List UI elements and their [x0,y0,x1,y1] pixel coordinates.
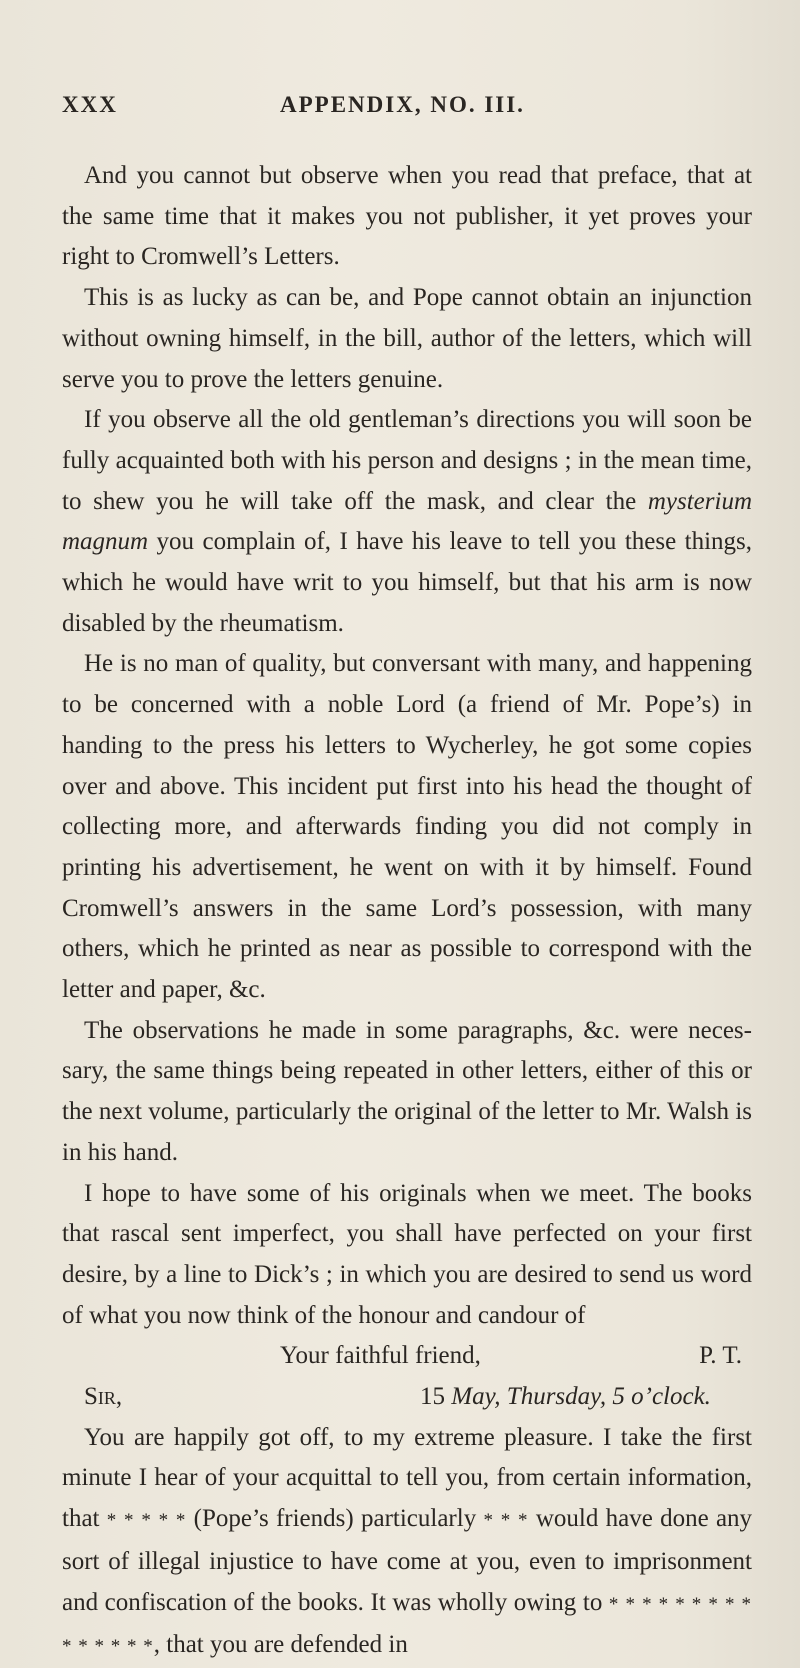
acquittal-text-c: would have done any sort of illegal injustice to have come at you, even to imprisonment and confiscation of the books. It was wholly owing to [62,1505,753,1616]
signature-closing: Your faithful friend, [280,1342,481,1370]
date-day: 15 [420,1383,445,1411]
paragraph-quality: He is no man of quality, but conversant with many, and happening to be concerned with a noble Lord (a friend of Mr. Pope’s) in handing to the press his letters to Wycherley, he got some copies over and above. This incident put first into his head the thought of collecting more, and afterwards finding you did not comply in printing his advertisement, he went on with it by himself. Found Cromwell’s answers in the same Lord’s possession, with many others, which he printed as near as possible to correspond with the letter and paper, &c. [62,650,752,1004]
acquittal-text-a: You are happily got off, to my extreme pleasure. I take the first minute I hear of your acquittal to tell you, from certain information, that [62,1423,752,1533]
paragraph-directions [62,400,752,644]
paragraph-originals: I hope to have some of his originals when we meet. The books that rascal sent imperfect, you shall have perfected on your first desire, by a line to Dick’s ; in which you are desired to send us word of what you now think of the honour and candour of [62,1179,752,1329]
paragraph-acquittal [62,1418,752,1668]
asterisks-1: * * * * * [106,1510,187,1532]
date-rest: May, Thursday, 5 o’clock. [451,1383,711,1411]
acquittal-text-b: (Pope’s friends) particularly [193,1505,477,1533]
salutation: Sir, [84,1383,123,1411]
paragraph-injunction: This is as lucky as can be, and Pope cannot obtain an injunction without owning himself, in the bill, author of the letters, which will serve you to prove the letters genuine. [62,284,752,393]
acquittal-text-d: , that you are defended in [153,1631,408,1659]
body-text [62,156,752,1668]
page-number: XXX [62,92,118,117]
letter-heading [62,1377,752,1418]
dateline [420,1377,711,1418]
running-head [62,92,752,128]
asterisks-2: * * * [483,1510,529,1532]
directions-text-b: you complain of, I have his leave to tell you these things, which he would have writ to you himself, but that his arm is now disabled by the rheumatism. [62,528,752,637]
directions-italic: mysterium magnum [62,487,753,556]
signature-initials: P. T. [699,1342,742,1370]
signature-line [62,1336,752,1377]
directions-text-a: If you observe all the old gentleman’s directions you will soon be fully acquainted both with his person and designs ; in the mean time, to shew you he will take off the mask, and clear the [62,406,752,515]
book-page [62,92,752,1668]
running-title: APPENDIX, NO. III. [280,92,525,117]
paragraph-preface: And you cannot but observe when you read that preface, that at the same time that it makes you not publisher, it yet proves your right to Cromwell’s Letters. [62,162,752,271]
asterisks-3: * * * * * * * * * * * * * * * [62,1593,753,1658]
paragraph-observations: The observations he made in some paragraphs, &c. were necessary, the same things being repeated in other letters, either of this or the next volume, particularly the original of the letter to Mr. Walsh is in his hand. [62,1016,752,1166]
